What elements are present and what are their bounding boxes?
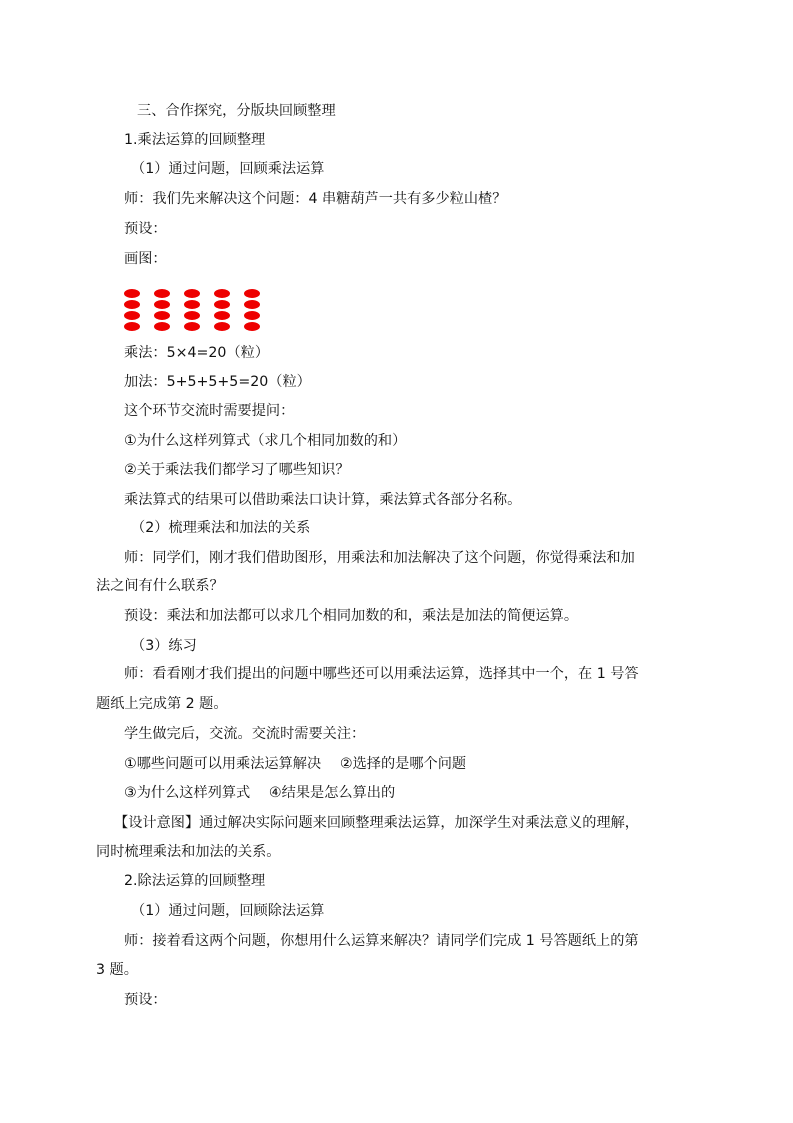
paragraph: 加法：5+5+5+5=20（粒） [124,374,311,390]
hawthorn-dot [244,289,260,298]
hawthorn-dot [214,289,230,298]
hawthorn-dot [124,311,140,320]
hawthorn-dot [184,300,200,309]
hawthorn-dot [154,300,170,309]
paragraph: 师：接着看这两个问题，你想用什么运算来解决？请同学们完成 1 号答题纸上的第 [124,933,639,949]
hawthorn-dot [244,322,260,331]
paragraph: 法之间有什么联系？ [96,578,224,594]
hawthorn-dot [124,300,140,309]
paragraph: 预设： [124,221,167,237]
hawthorn-dot [154,289,170,298]
paragraph: 师：看看刚才我们提出的问题中哪些还可以用乘法运算，选择其中一个，在 1 号答 [124,666,639,682]
hawthorn-dot [124,322,140,331]
paragraph: 预设： [124,992,167,1008]
hawthorn-dot [184,311,200,320]
section-heading: 三、合作探究，分版块回顾整理 [137,103,336,119]
hawthorn-dot [244,300,260,309]
hawthorn-dot [214,311,230,320]
subsection-heading-division: 2.除法运算的回顾整理 [124,873,266,889]
paragraph: ①哪些问题可以用乘法运算解决 ②选择的是哪个问题 [124,756,467,772]
paragraph: 这个环节交流时需要提问： [124,403,295,419]
step-heading: （1）通过问题，回顾除法运算 [131,903,325,919]
paragraph: 同时梳理乘法和加法的关系。 [96,844,281,860]
step-heading: （3）练习 [131,638,197,654]
paragraph: 乘法：5×4=20（粒） [124,345,270,361]
step-heading: （2）梳理乘法和加法的关系 [131,520,311,536]
subsection-heading-multiplication: 1.乘法运算的回顾整理 [124,132,266,148]
hawthorn-dot [214,300,230,309]
paragraph: 师：同学们，刚才我们借助图形，用乘法和加法解决了这个问题，你觉得乘法和加 [124,550,635,566]
paragraph: 题纸上完成第 2 题。 [96,696,228,712]
paragraph: 3 题。 [96,962,138,978]
hawthorn-dot [154,311,170,320]
hawthorn-dot [184,289,200,298]
paragraph: ①为什么这样列算式（求几个相同加数的和） [124,433,407,449]
hawthorn-dot [244,311,260,320]
paragraph: 画图： [124,251,167,267]
step-heading: （1）通过问题，回顾乘法运算 [131,161,325,177]
paragraph: 预设：乘法和加法都可以求几个相同加数的和，乘法是加法的简便运算。 [124,608,579,624]
paragraph: 乘法算式的结果可以借助乘法口诀计算，乘法算式各部分名称。 [124,492,522,508]
hawthorn-dot [214,322,230,331]
paragraph: 师：我们先来解决这个问题：4 串糖葫芦一共有多少粒山楂？ [124,191,507,207]
paragraph: ②关于乘法我们都学习了哪些知识？ [124,462,350,478]
hawthorn-dot [184,322,200,331]
hawthorn-dot [124,289,140,298]
design-intent-paragraph: 【设计意图】通过解决实际问题来回顾整理乘法运算，加深学生对乘法意义的理解， [114,815,639,831]
paragraph: ③为什么这样列算式 ④结果是怎么算出的 [124,785,396,801]
hawthorn-dots-figure [124,289,264,337]
hawthorn-dot [154,322,170,331]
paragraph: 学生做完后，交流。交流时需要关注： [124,726,366,742]
